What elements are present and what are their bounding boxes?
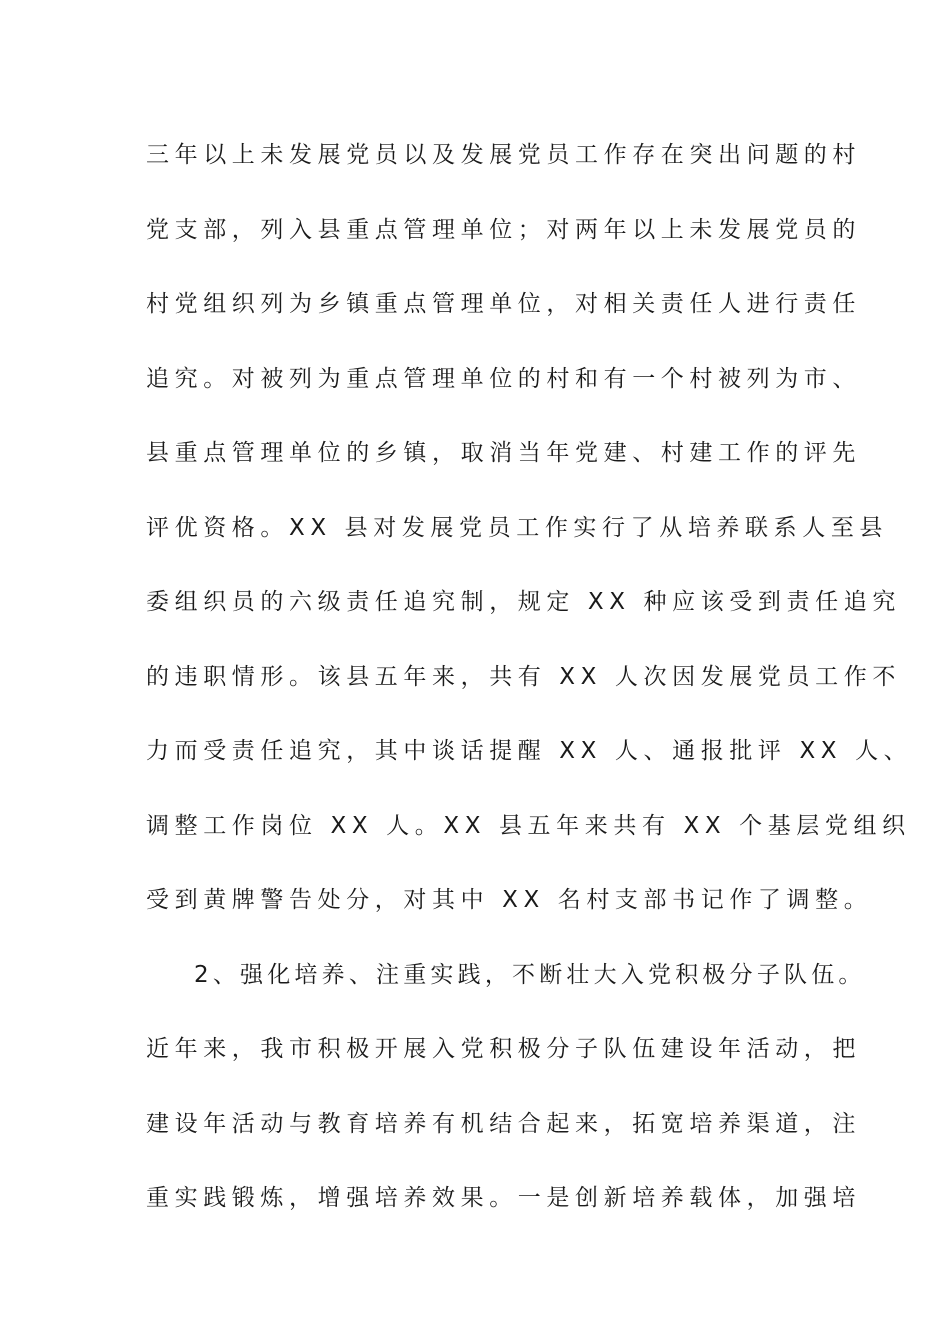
section-heading: 2、强化培养、注重实践，不断壮大入党积极分子队伍。	[194, 961, 866, 988]
body-text	[146, 130, 913, 1248]
text-line: 追究。对被列为重点管理单位的村和有一个村被列为市、	[146, 365, 861, 392]
text-line: 评优资格。XX 县对发展党员工作实行了从培养联系人至县	[146, 514, 889, 541]
text-line: 近年来，我市积极开展入党积极分子队伍建设年活动，把	[146, 1036, 861, 1062]
text-line: 党支部，列入县重点管理单位；对两年以上未发展党员的	[146, 216, 861, 243]
text-line: 重实践锻炼，增强培养效果。一是创新培养载体，加强培	[146, 1185, 861, 1211]
text-line: 村党组织列为乡镇重点管理单位，对相关责任人进行责任	[146, 291, 861, 317]
text-line: 力而受责任追究，其中谈话提醒 XX 人、通报批评 XX 人、	[146, 738, 913, 764]
text-line: 受到黄牌警告处分，对其中 XX 名村支部书记作了调整。	[146, 887, 873, 913]
text-line: 三年以上未发展党员以及发展党员工作存在突出问题的村	[146, 142, 861, 168]
text-line: 建设年活动与教育培养有机结合起来，拓宽培养渠道，注	[146, 1110, 861, 1137]
text-line: 县重点管理单位的乡镇，取消当年党建、村建工作的评先	[146, 440, 861, 466]
text-line: 的违职情形。该县五年来，共有 XX 人次因发展党员工作不	[146, 663, 901, 690]
text-line: 调整工作岗位 XX 人。XX 县五年来共有 XX 个基层党组织	[146, 812, 911, 839]
text-line: 委组织员的六级责任追究制，规定 XX 种应该受到责任追究	[146, 589, 901, 615]
